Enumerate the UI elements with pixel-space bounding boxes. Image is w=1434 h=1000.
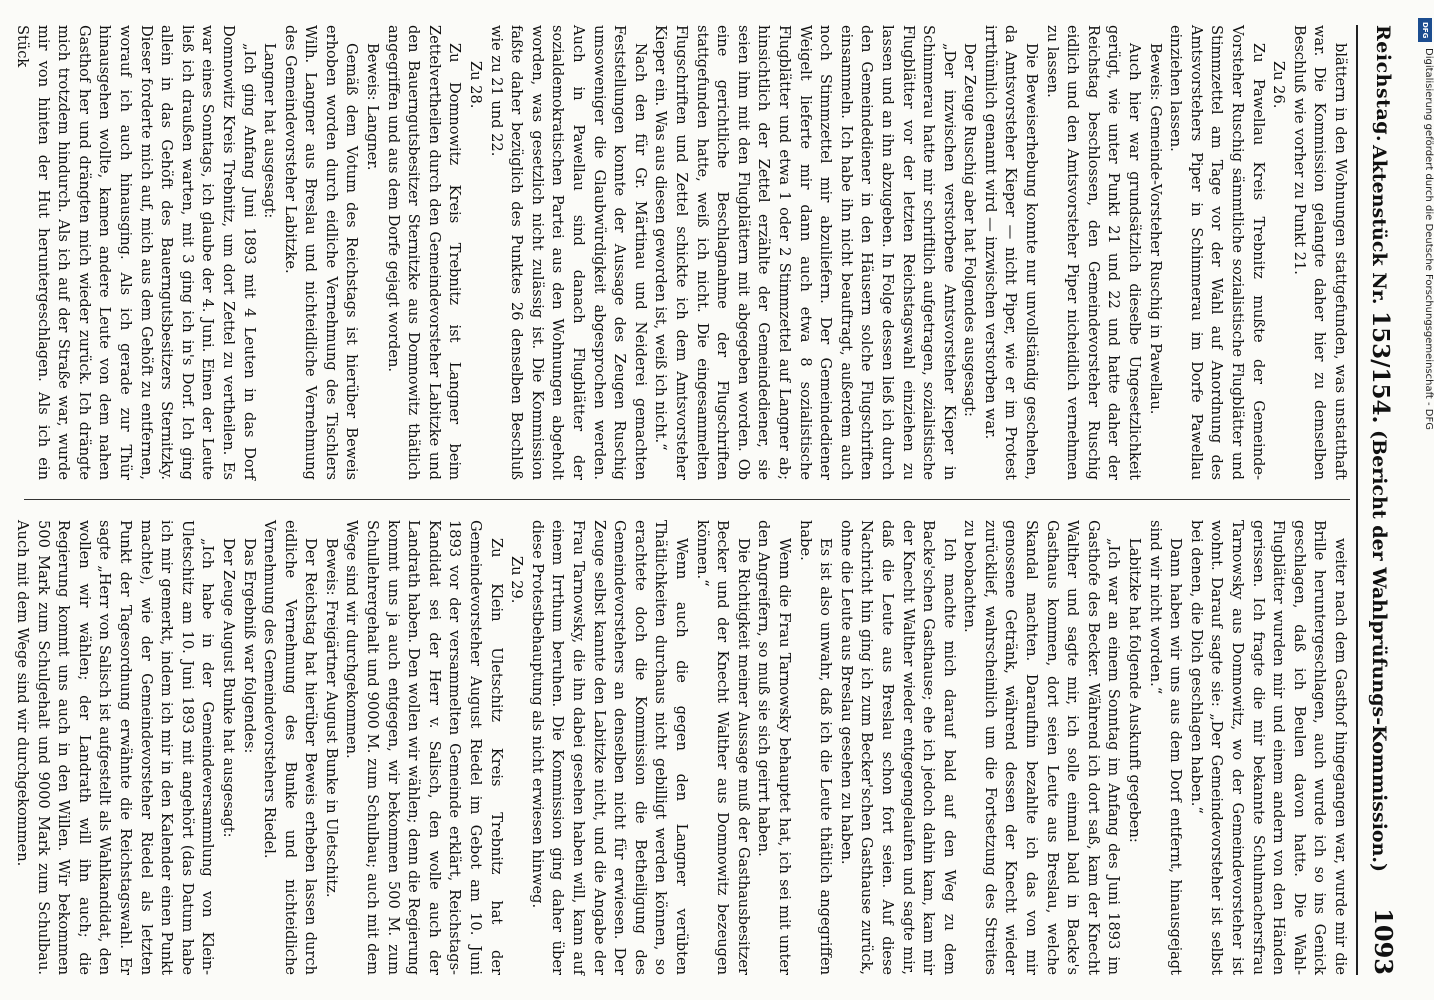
paragraph: Wenn auch die gegen den Langner verübten Thätlichkeiten durchaus nicht gebilligt werden können, so erachtete doch die Kommission die Betheiligung des Gemeindevorstehers an denselben nicht für erwiesen. Der Zeuge selbst kannte den Labitzke nicht, und die Angabe der Frau Tarnowsky, die ihn dabei gesehen haben will, kann auf einem Irrthum beruhen. Die Kommission ging daher über diese Protestbehauptung als nicht erwiesen hinweg. [528,520,690,975]
paragraph: Zu Klein Uletschitz Kreis Trebnitz hat der Gemeindevorsteher August Riedel im Gebot am 10. Juni 1893 vor der versammelten Gemeinde erklärt, Reichstags-Kandidat sei der Herr v. Salisch, den wolle auch der Landrath haben. Den wollen wir wählen; denn die Regierung kommt uns ja auch entgegen, wir bekommen 500 M. zum Schullehrergehalt und 9000 M. zum Schulbau; auch mit dem Wege sind wir durchgekommen. [343,520,505,975]
paragraph: Dann haben wir uns aus dem Dorf entfernt, hinausgejagt sind wir nicht worden.“ [1146,520,1185,975]
digitization-credit: Digitalisierung gefördert durch die Deutsche Forschungsgemeinschaft - DFG [1423,48,1434,431]
header-middle [1367,145,1394,872]
paragraph: Zu Domnowitz Kreis Trebnitz ist Langner beim Zettelvertheilen durch den Gemeindevorsteher Labitzke und den Bauerngutsbesitzer Sternitzke aus Domnowitz thätlich angegriffen und aus dem Dorfe gejagt worden. [384,25,464,480]
paragraph: „Ich habe in der Gemeindeversammlung von Klein-Uletschitz am 10. Juni 1893 mit angehört (das Datum habe ich mir gemerkt, indem ich mir in den Kalender einen Punkt machte), wie der Gemeindevorsteher Riedel als letzten Punkt der Tagesordnung erwähnte die Reichstagswahl. Er sagte „Herr von Salisch ist aufgestellt als Wahlkandidat, den wollen wir wählen; der Landrath will ihn auch; die Regierung kommt uns auch in den Willen. Wir bekommen 500 Mark zum Schulgehalt und 9000 Mark zum Schulbau. Auch mit dem Wege sind wir durchgekommen. [14,520,217,975]
dfg-credit-strip [1418,12,1434,992]
paragraph: Auch hier war grundsätzlich dieselbe Ungesetzlichkeit gerügt, wie unter Punkt 21 und 22 und hatte daher der Reichstag beschlossen, den Gemeindevorsteher Ruschig eidlich und den Amtsvorsteher Piper nicheidlich vernehmen zu lassen. [1043,25,1144,480]
column-divider [24,499,1350,500]
paragraph: blättern in den Wohnungen stattgefunden, was unstatthaft war. Die Kommission gelangte daher hier zu demselben Beschluß wie vorher zu Punkt 21. [1290,25,1349,480]
paragraph: Wenn die Frau Tarnowsky behauptet hat, ich sei mit unter den Angreifern, so muß sie sich geirrt haben. [755,520,793,975]
paragraph: Ich machte mich darauf bald auf den Weg zu dem Backe'schen Gasthause; ehe ich jedoch dahin kam, kam mir der Knecht Walther wieder entgegengelaufen und sagte mir, daß die Leute aus Breslau schon fort seien. Auf diese Nachricht hin ging ich zum Becker'schen Gasthause zurück, ohne die Leute aus Breslau gesehen zu haben. [837,520,958,975]
paragraph: Der Zeuge August Bunke hat ausgesagt: [219,538,237,838]
header-left: Reichstag. [1372,25,1394,143]
paragraph: weiter nach dem Gasthof hingegangen war, wurde mir die Brille heruntergeschlagen, auch wurde ich so ins Genick geschlagen, daß ich Beulen davon hatte. Die Wahl-Flugblätter wurden mir und einem andern von den Händen gerissen. Ich fragte die mir bekannte Schuhmachersfrau Tarnowsky aus Domnowitz, wo der Gemeindevorsteher ist wohnt. Darauf sagte sie: „Der Gemeindevorsteher ist selbst bei denen, die Dich geschlagen haben.“ [1187,520,1349,975]
paragraph: Beweis: Freigärtner August Bunke in Uletschitz. [322,538,340,898]
paragraph: Gemäß dem Votum des Reichstags ist hierüber Beweis erhoben worden durch eidliche Vernehmung des Tischlers Wilh. Langner aus Breslau und nichteidliche Vernehmung des Gemeindevorsteher Labitzke. [281,25,361,480]
running-header [1358,25,1402,975]
header-rule [1356,25,1358,975]
paragraph: „Ich ging Anfang Juni 1893 mit 4 Leuten in das Dorf Domnowitz Kreis Trebnitz, um dort Zettel zu vertheilen. Es war eines Sonntags, ich glaube der 4. Juni. Einen der Leute ließ ich draußen warten, mit 3 ging ich in's Dorf. Ich ging allein in das Gehöft des Bauerngutsbesitzers Sternitzky. Dieser forderte mich auf, mich aus dem Gehöft zu entfernen, worauf ich auch hinausging. Als ich gerade zur Thür hinausgehen wollte, kamen andere Leute von dem nahen Gasthof her und drängten mich wieder zurück. Ich drängte mich trotzdem hindurch. Als ich auf der Straße war, wurde mir von hinten der Hut heruntergeschlagen. Als ich ein Stück [14,25,258,480]
paragraph: Nach den für Gr. Märtinau und Neiderei gemachten Feststellungen konnte der Aussage des Zeugen Ruschig umsoweniger die Glaubwürdigkeit abgesprochen werden. Auch in Pawellau sind danach Flugblätter der sozialdemokratischen Partei aus den Wohnungen abgeholt worden, was gesetzlich nicht zulässig ist. Die Kommission faßte daher bezüglich des Punktes 26 denselben Beschluß wie zu 21 und 22. [487,25,649,480]
paragraph: „Ich war an einem Sonntag im Anfang des Juni 1893 im Gasthofe des Becker. Während ich dort saß, kam der Knecht Walther und sagte mir, ich solle einmal bald in Backe's Gasthaus kommen, dort seien Leute aus Breslau, welche Skandal machten. Daraufhin bezahlte ich das von mir genossene Getränk, während dessen der Knecht wieder zurücklief, wahrscheinlich um die Fortsetzung des Streites zu beobachten. [961,520,1123,975]
paragraph: Es ist also unwahr, daß ich die Leute thätlich angegriffen habe. [796,520,835,975]
paragraph: Zu Pawellau Kreis Trebnitz mußte der Gemeinde-Vorsteher Ruschig sämmtliche sozialistische Flugblätter und Stimmzettel am Tage vor der Wahl auf Anordnung des Amtsvorstehers Piper in Schimmerau im Dorfe Pawellau einziehen lassen. [1167,25,1267,480]
paragraph: Der Zeuge Ruschig aber hat Folgendes ausgesagt: [961,43,979,417]
paragraph: „Der inzwischen verstorbene Amtsvorsteher Kieper in Schimmerau hatte mir schriftlich aufgetragen, sozialistische Flugblätter vor der letzten Reichstagswahl einziehen zu lassen und an ihn abzugeben. In Folge dessen ließ ich durch den Gemeindediener in den Häusern solche Flugschriften einsammeln. Ich habe ihn nicht beauftragt, außerdem auch noch Stimmzettel mir abzuliefern. Der Gemeindediener Weigelt lieferte mir dann auch etwa 8 sozialistische Flugblätter und etwa 1 oder 2 Stimmzettel auf Langner ab; hinsichtlich der Zettel erzählte der Gemeindediener, sie seien ihm mit den Flugblättern mit abgegeben worden. Ob eine gerichtliche Beschlagnahme der Flugschriften stattgefunden hatte, weiß ich nicht. Die eingesammelten Flugschriften und Zettel schickte ich dem Amtsvorsteher Kieper ein. Was aus diesen geworden ist, weiß ich nicht.“ [652,25,958,480]
header-mid-number: 153/154. [1367,311,1394,424]
header-mid-title: (Bericht der Wahlprüfungs-Kommission.) [1368,430,1390,872]
paragraph: Die Richtigkeit meiner Aussage muß der Gasthausbesitzer Becker und der Knecht Walther aus Domnowitz bezeugen können.“ [693,520,752,975]
paragraph: Das Ergebniß war folgendes: [240,538,258,754]
paragraph: Zu 29. [508,556,526,604]
paragraph: Beweis: Gemeinde-Vorsteher Ruschig in Pawellau. [1146,43,1164,415]
paragraph: Zu 28. [467,61,485,109]
right-column [14,520,1350,975]
page-number: 1093 [1369,908,1398,975]
left-column [14,25,1350,480]
header-mid-prefix: Aktenstück Nr. [1368,145,1390,305]
rotated-page-content [14,25,1402,975]
paragraph: Der Reichstag hat hierüber Beweis erheben lassen durch eidliche Vernehmung des Bunke und nichteidliche Vernehmung des Gemeindevorstehers Riedel. [261,520,320,975]
paragraph: Labitzke hat folgende Auskunft gegeben: [1126,538,1144,843]
paragraph: Zu 26. [1270,61,1288,109]
paragraph: Die Beweiserhebung konnte nur unvollständig geschehen, da Amtsvorsteher Kieper — nicht Piper, wie er im Protest irrthümlich genannt wird — inzwischen verstorben war. [981,25,1041,480]
paragraph: Langner hat ausgesagt: [261,43,279,219]
paragraph: Beweis: Langner. [364,43,382,171]
dfg-logo: DFG [1418,18,1432,42]
